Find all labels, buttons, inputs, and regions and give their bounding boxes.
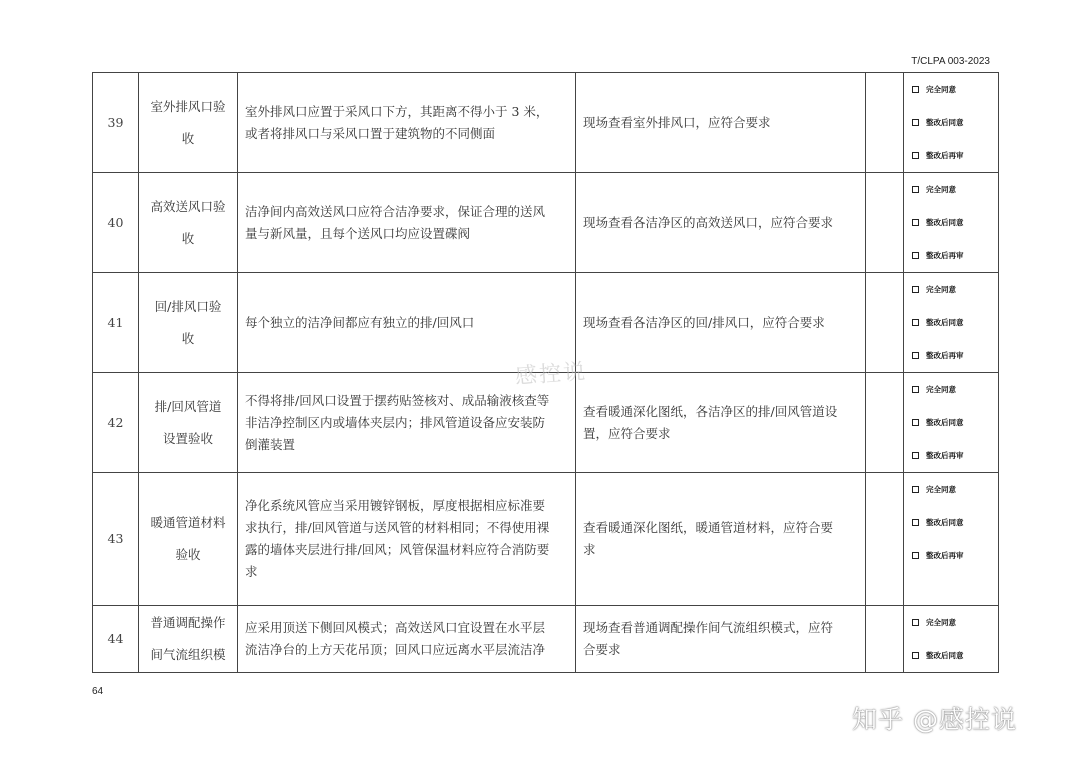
inspection-item-line: 收	[181, 330, 195, 346]
check-method-line: 置，应符合要求	[583, 425, 671, 441]
requirement-text-line: 洁净间内高效送风口应符合洁净要求，保证合理的送风	[245, 203, 546, 219]
opinion-checkbox-option[interactable]	[912, 239, 998, 272]
option-label: 整改后同意	[926, 317, 964, 327]
requirement-text-line: 求执行，排/回风管道与送风管的材料相同；不得使用裸	[245, 520, 550, 535]
option-label: 整改后再审	[926, 450, 964, 460]
checkbox-icon[interactable]	[912, 486, 919, 493]
opinion-options	[904, 273, 999, 373]
inspection-item	[139, 173, 238, 273]
inspection-item-line: 高效送风口验	[150, 198, 226, 214]
opinion-options	[904, 373, 999, 473]
requirement-text	[238, 173, 576, 273]
opinion-checkbox-option[interactable]	[912, 539, 998, 572]
opinion-checkbox-option[interactable]	[912, 439, 998, 472]
result-cell[interactable]	[866, 606, 904, 673]
check-method	[576, 606, 866, 673]
checkbox-icon[interactable]	[912, 519, 919, 526]
checkbox-icon[interactable]	[912, 419, 919, 426]
inspection-item-line: 收	[181, 230, 195, 246]
opinion-options	[904, 173, 999, 273]
inspection-item-line: 室外排风口验	[150, 98, 226, 114]
option-label: 完全同意	[926, 284, 956, 294]
option-label: 完全同意	[926, 84, 956, 94]
inspection-item-line: 间气流组织模	[150, 647, 226, 662]
inspection-item	[139, 73, 238, 173]
check-method-line: 查看暖通深化图纸，暖通管道材料，应符合要	[583, 520, 834, 535]
check-method-line: 现场查看各洁净区的回/排风口，应符合要求	[583, 314, 825, 330]
option-label: 整改后再审	[926, 550, 964, 560]
watermark-corner: 知乎 @感控说	[852, 705, 1017, 734]
page-number: 64	[92, 686, 104, 697]
requirement-text-line: 每个独立的洁净间都应有独立的排/回风口	[245, 314, 475, 330]
result-cell[interactable]	[866, 73, 904, 173]
opinion-checkbox-option[interactable]	[912, 406, 998, 439]
requirement-text	[238, 473, 576, 606]
table-row	[93, 273, 999, 373]
checkbox-icon[interactable]	[912, 619, 919, 626]
inspection-item	[139, 373, 238, 473]
opinion-checkbox-option[interactable]	[912, 506, 998, 539]
opinion-checkbox-option[interactable]	[912, 73, 998, 106]
option-label: 完全同意	[926, 484, 956, 494]
checkbox-icon[interactable]	[912, 152, 919, 159]
checkbox-icon[interactable]	[912, 119, 919, 126]
option-label: 完全同意	[926, 384, 956, 394]
checkbox-icon[interactable]	[912, 652, 919, 659]
requirement-text	[238, 73, 576, 173]
acceptance-table	[92, 72, 999, 673]
requirement-text-line: 倒灌装置	[245, 436, 296, 452]
requirement-text-line: 求	[245, 564, 258, 579]
checkbox-icon[interactable]	[912, 86, 919, 93]
item-number: 43	[93, 473, 139, 606]
requirement-text-line: 不得将排/回风口设置于摆药贴签核对、成品输液核查等	[245, 392, 550, 408]
inspection-item-line: 验收	[175, 547, 201, 562]
inspection-item-line: 暖通管道材料	[150, 515, 226, 530]
table-row	[93, 373, 999, 473]
result-cell[interactable]	[866, 473, 904, 606]
result-cell[interactable]	[866, 373, 904, 473]
inspection-item	[139, 473, 238, 606]
opinion-options	[904, 473, 999, 606]
item-number: 40	[93, 173, 139, 273]
checkbox-icon[interactable]	[912, 286, 919, 293]
requirement-text-line: 净化系统风管应当采用镀锌钢板，厚度根据相应标准要	[245, 498, 546, 513]
table-row	[93, 473, 999, 606]
requirement-text-line: 室外排风口应置于采风口下方，其距离不得小于 3 米，	[245, 103, 549, 119]
requirement-text-line: 流洁净台的上方天花吊顶；回风口应远离水平层流洁净	[245, 642, 546, 657]
requirement-text-line: 或者将排风口与采风口置于建筑物的不同侧面	[245, 125, 496, 141]
option-label: 整改后再审	[926, 250, 964, 260]
requirement-text	[238, 606, 576, 673]
check-method-line: 查看暖通深化图纸，各洁净区的排/回风管道设	[583, 403, 838, 419]
check-method-line: 合要求	[583, 642, 621, 657]
opinion-checkbox-option[interactable]	[912, 306, 998, 339]
inspection-item-line: 排/回风管道	[154, 398, 222, 414]
checkbox-icon[interactable]	[912, 352, 919, 359]
opinion-checkbox-option[interactable]	[912, 339, 998, 372]
check-method-line: 现场查看室外排风口，应符合要求	[583, 114, 771, 130]
check-method	[576, 73, 866, 173]
check-method-line: 现场查看各洁净区的高效送风口，应符合要求	[583, 214, 834, 230]
result-cell[interactable]	[866, 173, 904, 273]
requirement-text	[238, 373, 576, 473]
table-row	[93, 73, 999, 173]
item-number: 44	[93, 606, 139, 673]
opinion-checkbox-option[interactable]	[912, 106, 998, 139]
option-label: 整改后再审	[926, 150, 964, 160]
requirement-text-line: 露的墙体夹层进行排/回风；风管保温材料应符合消防要	[245, 542, 550, 557]
check-method	[576, 373, 866, 473]
requirement-text-line: 非洁净控制区内或墙体夹层内；排风管道设备应安装防	[245, 414, 546, 430]
inspection-item-line: 设置验收	[162, 430, 213, 446]
opinion-checkbox-option[interactable]	[912, 639, 998, 672]
requirement-text-line: 应采用顶送下侧回风模式；高效送风口宜设置在水平层	[245, 620, 546, 635]
item-number: 42	[93, 373, 139, 473]
checkbox-icon[interactable]	[912, 252, 919, 259]
checkbox-icon[interactable]	[912, 219, 919, 226]
opinion-checkbox-option[interactable]	[912, 139, 998, 172]
document-code: T/CLPA 003-2023	[911, 56, 990, 67]
item-number: 39	[93, 73, 139, 173]
check-method-line: 求	[583, 542, 596, 557]
opinion-checkbox-option[interactable]	[912, 206, 998, 239]
opinion-checkbox-option[interactable]	[912, 273, 998, 306]
inspection-item-line: 收	[181, 130, 195, 146]
table-row	[93, 173, 999, 273]
watermark-center: 感控说	[514, 359, 588, 390]
requirement-text	[238, 273, 576, 373]
inspection-item-line: 回/排风口验	[154, 298, 222, 314]
checkbox-icon[interactable]	[912, 552, 919, 559]
option-label: 整改后再审	[926, 350, 964, 360]
option-label: 整改后同意	[926, 517, 964, 527]
opinion-checkbox-option[interactable]	[912, 606, 998, 639]
checkbox-icon[interactable]	[912, 452, 919, 459]
opinion-checkbox-option[interactable]	[912, 373, 998, 406]
check-method	[576, 273, 866, 373]
checkbox-icon[interactable]	[912, 386, 919, 393]
option-label: 整改后同意	[926, 217, 964, 227]
opinion-options	[904, 606, 999, 673]
table-row	[93, 606, 999, 673]
option-label: 整改后同意	[926, 117, 964, 127]
inspection-item	[139, 606, 238, 673]
option-label: 完全同意	[926, 617, 956, 627]
checkbox-icon[interactable]	[912, 319, 919, 326]
inspection-item-line: 普通调配操作	[150, 615, 226, 630]
inspection-item	[139, 273, 238, 373]
opinion-checkbox-option[interactable]	[912, 473, 998, 506]
requirement-text-line: 量与新风量，且每个送风口均应设置碟阀	[245, 225, 471, 241]
result-cell[interactable]	[866, 273, 904, 373]
option-label: 完全同意	[926, 184, 956, 194]
opinion-options	[904, 73, 999, 173]
item-number: 41	[93, 273, 139, 373]
option-label: 整改后同意	[926, 650, 964, 660]
check-method-line: 现场查看普通调配操作间气流组织模式，应符	[583, 620, 834, 635]
opinion-checkbox-option[interactable]	[912, 173, 998, 206]
option-label: 整改后同意	[926, 417, 964, 427]
check-method	[576, 173, 866, 273]
checkbox-icon[interactable]	[912, 186, 919, 193]
check-method	[576, 473, 866, 606]
